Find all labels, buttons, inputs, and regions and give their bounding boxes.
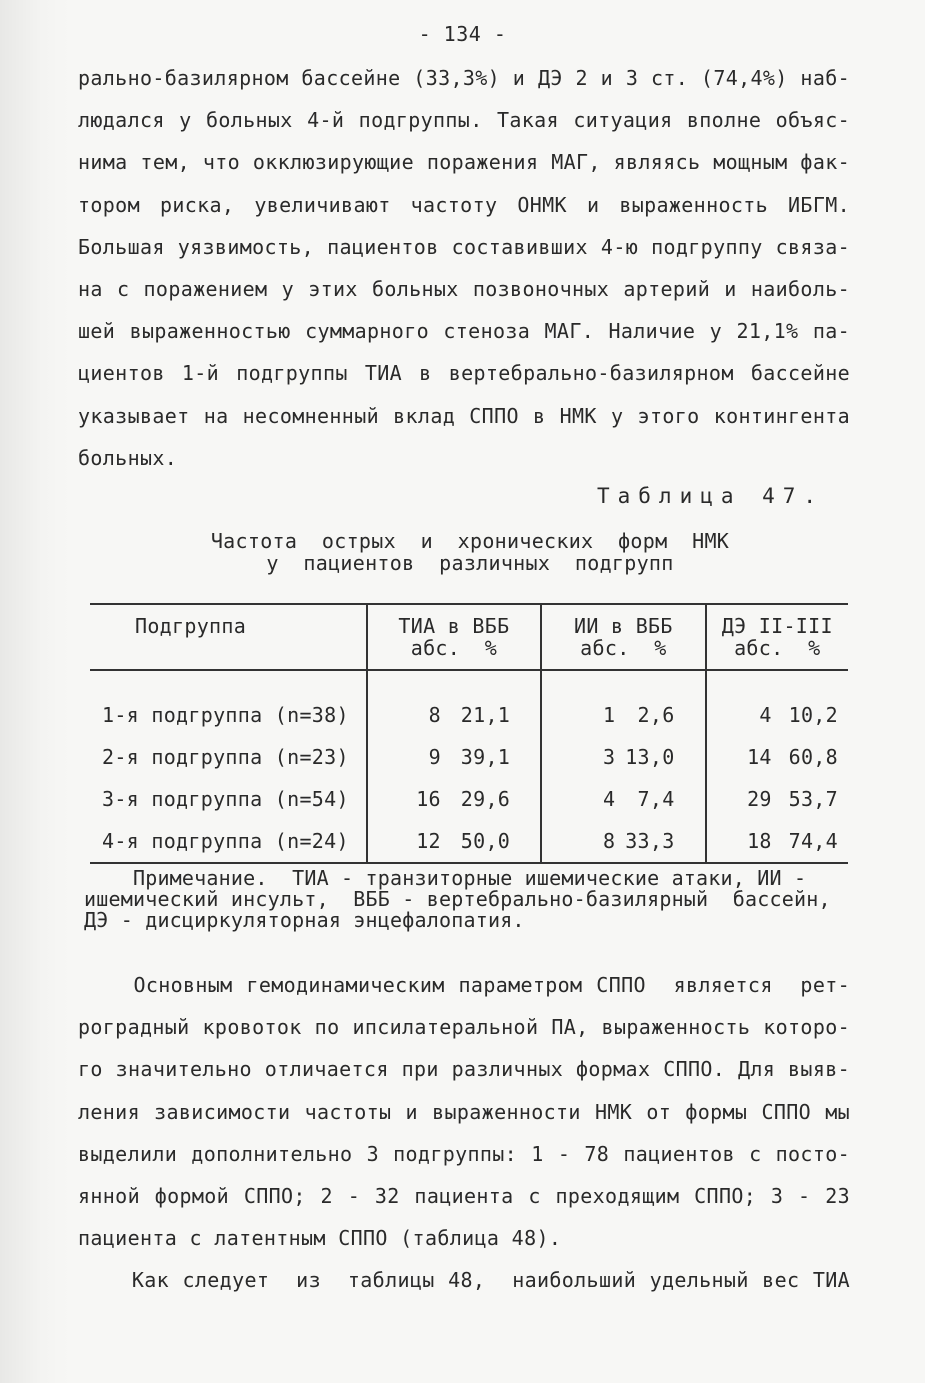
cell-ii-abs: 4 [541, 778, 615, 820]
header-de-sub: абс. % [734, 636, 821, 660]
cell-ii-abs: 3 [541, 736, 615, 778]
cell-de-pct: 74,4 [772, 820, 848, 863]
note-line: ДЭ - дисциркуляторная энцефалопатия. [84, 908, 525, 932]
table-row [90, 670, 848, 736]
table-row [90, 778, 848, 820]
header-ii [541, 604, 705, 670]
paragraph-2 [78, 964, 850, 1302]
text-line: тором риска, увеличивают частоту ОНМК и выраженность ИБГМ. [78, 192, 850, 217]
cell-tia-pct: 21,1 [460, 703, 511, 727]
header-subgroup: Подгруппа [90, 604, 367, 670]
cell-de-pct: 10,2 [788, 703, 838, 727]
cell-tia-abs: 9 [367, 736, 441, 778]
cell-de-abs: 14 [706, 736, 772, 778]
cell-tia-pct: 29,6 [460, 787, 511, 811]
text-line: рально-базилярном бассейне (33,3%) и ДЭ 2 и 3 ст. (74,4%) наб- [78, 66, 850, 90]
text-line: роградный кровоток по ипсилатеральной ПА, выраженность которо- [78, 1015, 850, 1040]
cell-de-abs: 18 [706, 820, 772, 863]
text-line: больных. [78, 445, 178, 470]
text-line: янной формой СППО; 2 - 32 пациента с преходящим СППО; 3 - 23 [78, 1183, 850, 1208]
row-subgroup: 1-я подгруппа (n=38) [102, 703, 349, 727]
page-number: - 134 - [418, 22, 507, 46]
cell-tia-abs: 8 [367, 670, 441, 736]
header-ii-title: ИИ в ВББ [574, 614, 673, 638]
row-subgroup: 4-я подгруппа (n=24) [90, 820, 367, 863]
text-line: шей выраженностью суммарного стеноза МАГ. Наличие у 21,1% па- [78, 319, 850, 344]
header-tia [367, 604, 541, 670]
text-line: Как следует из таблицы 48, наибольший удельный вес ТИА [78, 1268, 850, 1293]
text-line: людался у больных 4-й подгруппы. Такая ситуация вполне объяс- [78, 108, 850, 133]
row-subgroup: 2-я подгруппа (n=23) [102, 745, 349, 769]
text-line: Основным гемодинамическим параметром СППО является рет- [78, 973, 850, 997]
table-row [90, 820, 848, 863]
header-de [706, 604, 848, 670]
row-subgroup: 3-я подгруппа (n=54) [102, 787, 349, 811]
cell-ii-abs: 8 [541, 820, 615, 863]
text-line: го значительно отличается при различных формах СППО. Для выяв- [78, 1057, 850, 1082]
header-tia-sub: абс. % [410, 636, 498, 660]
text-line: пациента с латентным СППО (таблица 48). [78, 1226, 562, 1251]
table-label: Таблица 47. [597, 484, 825, 508]
note-line: Примечание. ТИА - транзиторные ишемические атаки, ИИ - [84, 866, 807, 890]
table-note [84, 868, 844, 931]
text-line: выделили дополнительно 3 подгруппы: 1 - 78 пациентов с посто- [78, 1141, 850, 1166]
cell-ii-abs: 1 [541, 670, 615, 736]
cell-de-pct: 53,7 [788, 787, 838, 811]
cell-ii-pct: 7,4 [637, 787, 675, 811]
data-table [90, 603, 848, 864]
table-row [90, 736, 848, 778]
table-header-row [90, 604, 848, 670]
cell-de-abs: 29 [706, 778, 772, 820]
note-line: ишемический инсульт, ВББ - вертебрально-базилярный бассейн, [84, 887, 831, 911]
text-line: нима тем, что окклюзирующие поражения МАГ, являясь мощным фак- [78, 150, 850, 175]
cell-ii-pct: 2,6 [637, 703, 675, 727]
table-title-line: у пациентов различных подгрупп [266, 551, 674, 575]
text-line: на с поражением у этих больных позвоночных артерий и наиболь- [78, 276, 850, 301]
cell-de-pct: 60,8 [788, 745, 838, 769]
text-line: указывает на несомненный вклад СППО в НМК у этого контингента [78, 403, 850, 428]
cell-de-abs: 4 [706, 670, 772, 736]
table-title-line: Частота острых и хронических форм НМК [210, 529, 730, 553]
header-ii-sub: абс. % [580, 636, 667, 660]
cell-tia-pct: 39,1 [460, 745, 511, 769]
header-de-title: ДЭ II-III [721, 614, 833, 638]
text-line: циентов 1-й подгруппы ТИА в вертебрально-базилярном бассейне [78, 361, 850, 386]
cell-tia-abs: 12 [367, 820, 441, 863]
scan-edge-shadow [0, 0, 70, 1383]
cell-tia-abs: 16 [367, 778, 441, 820]
paragraph-1 [78, 57, 850, 479]
cell-tia-pct: 50,0 [441, 820, 541, 863]
header-tia-title: ТИА в ВББ [398, 614, 510, 638]
text-line: Большая уязвимость, пациентов составивших 4-ю подгруппу связа- [78, 234, 850, 259]
cell-ii-pct: 33,3 [615, 820, 705, 863]
table-title [90, 530, 850, 574]
text-line: ления зависимости частоты и выраженности НМК от формы СППО мы [78, 1099, 850, 1124]
cell-ii-pct: 13,0 [625, 745, 675, 769]
